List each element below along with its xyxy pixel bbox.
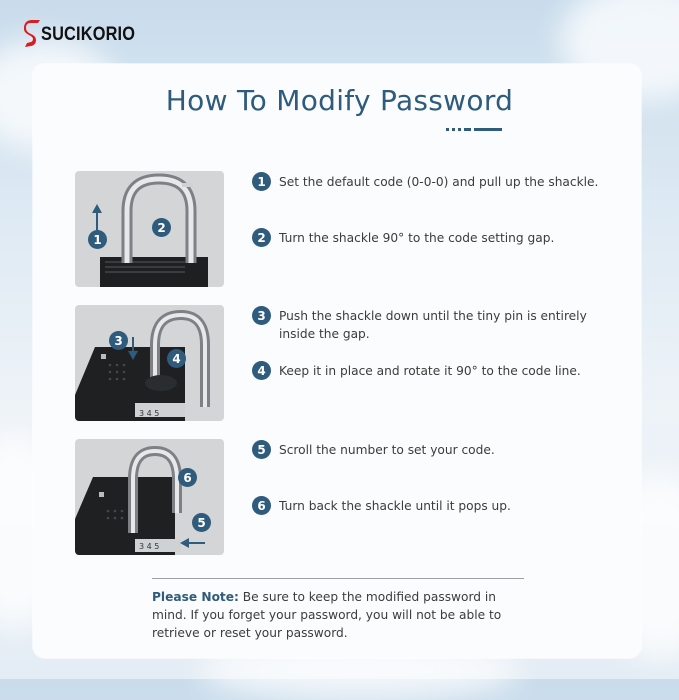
photo-marker-5: 5 xyxy=(192,513,211,532)
photo-marker-2: 2 xyxy=(152,218,171,237)
brand-name: SUCIKORIO xyxy=(41,24,136,45)
step-number-badge: 2 xyxy=(252,228,271,247)
step-1 xyxy=(252,173,609,191)
brand-s-icon xyxy=(24,20,40,50)
step-text: Turn back the shackle until it pops up. xyxy=(279,499,511,513)
dial-digits: 3 4 5 xyxy=(139,542,160,551)
note-label: Please Note: xyxy=(152,590,239,604)
photo-marker-1: 1 xyxy=(88,230,107,249)
title-underline-decoration xyxy=(446,128,502,131)
step-text: Set the default code (0-0-0) and pull up the shackle. xyxy=(279,175,599,189)
step-text: Push the shackle down until the tiny pin is entirely inside the gap. xyxy=(279,309,587,341)
step-5 xyxy=(252,441,609,459)
step-text: Turn the shackle 90° to the code setting gap. xyxy=(279,231,555,245)
note-divider xyxy=(152,578,524,579)
step-2 xyxy=(252,229,609,247)
step-number-badge: 6 xyxy=(252,496,271,515)
photo-marker-6: 6 xyxy=(178,468,197,487)
brand-logo xyxy=(24,18,150,52)
photo-marker-3: 3 xyxy=(109,331,128,350)
note-text: Be sure to keep the modified password in mind. If you forget your password, you will not be able to retrieve or reset your password. xyxy=(152,590,502,640)
step-3 xyxy=(252,307,609,343)
step-text: Keep it in place and rotate it 90° to the code line. xyxy=(279,364,581,378)
step-number-badge: 4 xyxy=(252,361,271,380)
step-number-badge: 1 xyxy=(252,172,271,191)
step-number-badge: 5 xyxy=(252,440,271,459)
step-4 xyxy=(252,362,609,380)
step-number-badge: 3 xyxy=(252,306,271,325)
lock-photo-3 xyxy=(75,439,224,555)
photo-marker-4: 4 xyxy=(167,349,186,368)
page-title: How To Modify Password xyxy=(165,84,514,117)
dial-digits: 3 4 5 xyxy=(139,409,160,418)
lock-photo-2 xyxy=(75,305,224,421)
step-text: Scroll the number to set your code. xyxy=(279,443,495,457)
lock-photo-1 xyxy=(75,171,224,287)
step-6 xyxy=(252,497,609,515)
please-note xyxy=(152,588,532,642)
